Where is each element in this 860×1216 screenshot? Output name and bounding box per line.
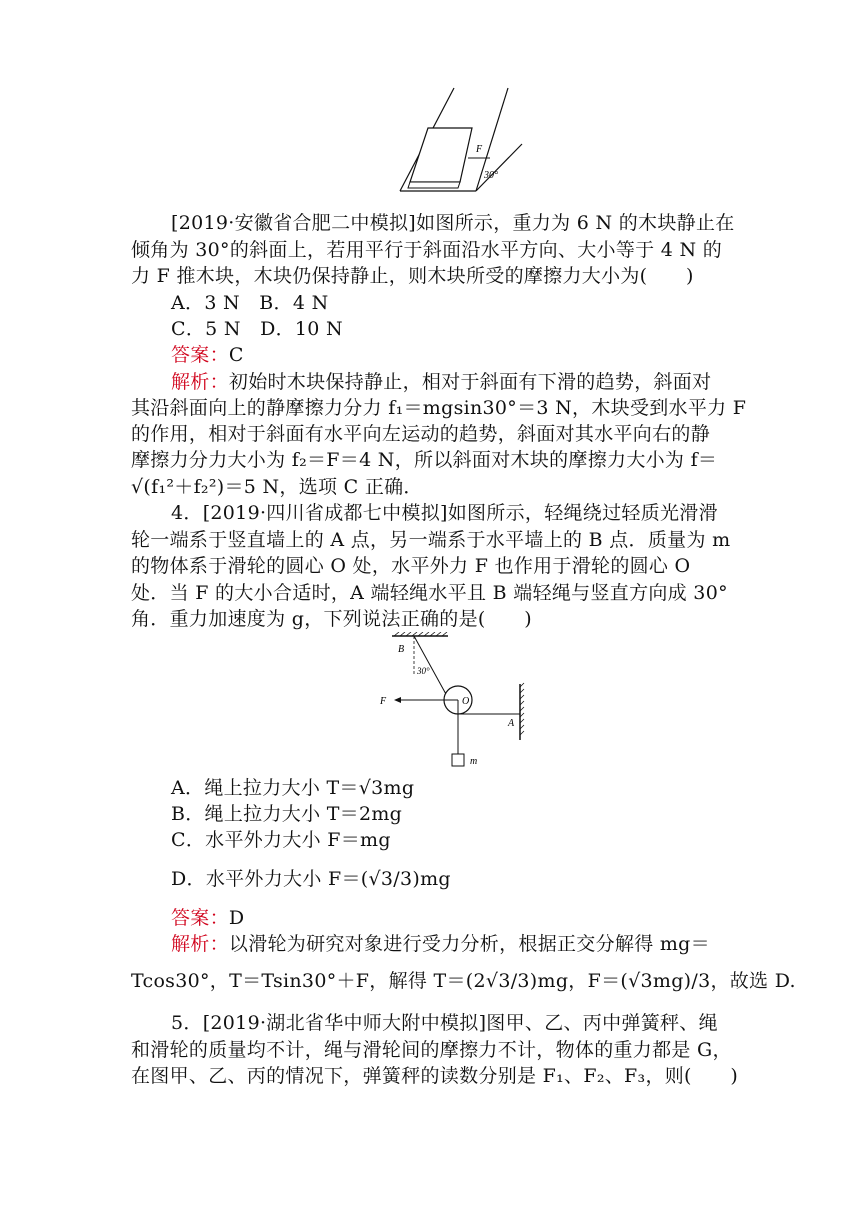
q3-answer xyxy=(171,342,771,368)
analysis-text: 以滑轮为研究对象进行受力分析，根据正交分解得 mg＝ xyxy=(228,933,710,955)
q3-analysis-4: 摩擦力分力大小为 f₂＝F＝4 N，所以斜面对木块的摩擦力大小为 f＝ xyxy=(131,449,718,471)
q4-analysis-1 xyxy=(171,931,771,957)
arrow-head xyxy=(394,697,401,703)
answer-value: C xyxy=(228,344,244,366)
q3-line-1: [2019·安徽省合肥二中模拟]如图所示，重力为 6 N 的木块静止在 xyxy=(171,212,735,234)
q4-option-b: B．绳上拉力大小 T＝2mg xyxy=(171,803,403,825)
label-m: m xyxy=(470,756,478,767)
q3-analysis-1 xyxy=(171,369,771,395)
q4-analysis-2: Tcos30°，T＝Tsin30°＋F，解得 T＝(2√3/3)mg，F＝(√3mg)/3，故选 D. xyxy=(131,970,796,992)
analysis-label: 解析： xyxy=(171,371,229,393)
q3-analysis-5: √(f₁²＋f₂²)＝5 N，选项 C 正确． xyxy=(131,476,423,498)
mass-block xyxy=(452,754,464,766)
q5-line-2: 和滑轮的质量均不计，绳与滑轮间的摩擦力不计，物体的重力都是 G， xyxy=(131,1039,732,1061)
q4-option-c: C．水平外力大小 F＝mg xyxy=(171,829,391,851)
label-f: F xyxy=(380,696,387,707)
answer-label: 答案： xyxy=(171,344,229,366)
label-angle: 30° xyxy=(484,170,498,181)
q4-answer xyxy=(171,905,771,931)
wood-block xyxy=(410,128,472,182)
q4-line-3: 的物体系于滑轮的圆心 O 处，水平外力 F 也作用于滑轮的圆心 O xyxy=(131,555,691,577)
q4-option-d: D．水平外力大小 F＝(√3/3)mg xyxy=(171,868,451,890)
q5-line-1: 5．[2019·湖北省华中师大附中模拟]图甲、乙、丙中弹簧秤、绳 xyxy=(171,1012,718,1034)
q4-line-1: 4．[2019·四川省成都七中模拟]如图所示，轻绳绕过轻质光滑滑 xyxy=(171,502,718,524)
pulley-figure xyxy=(374,632,534,772)
q3-options-cd: C．5 N D．10 N xyxy=(171,318,343,340)
q4-line-2: 轮一端系于竖直墙上的 A 点，另一端系于水平墙上的 B 点．质量为 m xyxy=(131,529,731,551)
answer-value: D xyxy=(228,907,245,929)
analysis-text: 初始时木块保持静止，相对于斜面有下滑的趋势，斜面对 xyxy=(228,371,712,393)
block-base-hatch xyxy=(408,182,460,188)
q3-line-3: 力 F 推木块，木块仍保持静止，则木块所受的摩擦力大小为( ) xyxy=(131,265,694,287)
q5-line-3: 在图甲、乙、丙的情况下，弹簧秤的读数分别是 F₁、F₂、F₃，则( ) xyxy=(131,1065,739,1087)
q4-option-a: A．绳上拉力大小 T＝√3mg xyxy=(171,777,415,799)
label-b: B xyxy=(398,644,405,655)
q3-line-2: 倾角为 30°的斜面上，若用平行于斜面沿水平方向、大小等于 4 N 的 xyxy=(131,239,723,261)
q3-analysis-2: 其沿斜面向上的静摩擦力分力 f₁＝mgsin30°＝3 N，木块受到水平力 F xyxy=(131,397,747,419)
answer-label: 答案： xyxy=(171,907,229,929)
incline-figure xyxy=(398,86,528,198)
q3-analysis-3: 的作用，相对于斜面有水平向左运动的趋势，斜面对其水平向右的静 xyxy=(131,423,711,445)
q4-line-4: 处．当 F 的大小合适时，A 端轻绳水平且 B 端轻绳与竖直方向成 30° xyxy=(131,582,728,604)
analysis-label: 解析： xyxy=(171,933,229,955)
label-o: O xyxy=(462,696,470,707)
label-a: A xyxy=(508,718,515,729)
label-30: 30° xyxy=(417,666,430,676)
q4-line-5: 角．重力加速度为 g，下列说法正确的是( ) xyxy=(131,608,532,630)
label-f: F xyxy=(476,144,483,155)
q3-options-ab: A．3 N B．4 N xyxy=(171,292,329,314)
